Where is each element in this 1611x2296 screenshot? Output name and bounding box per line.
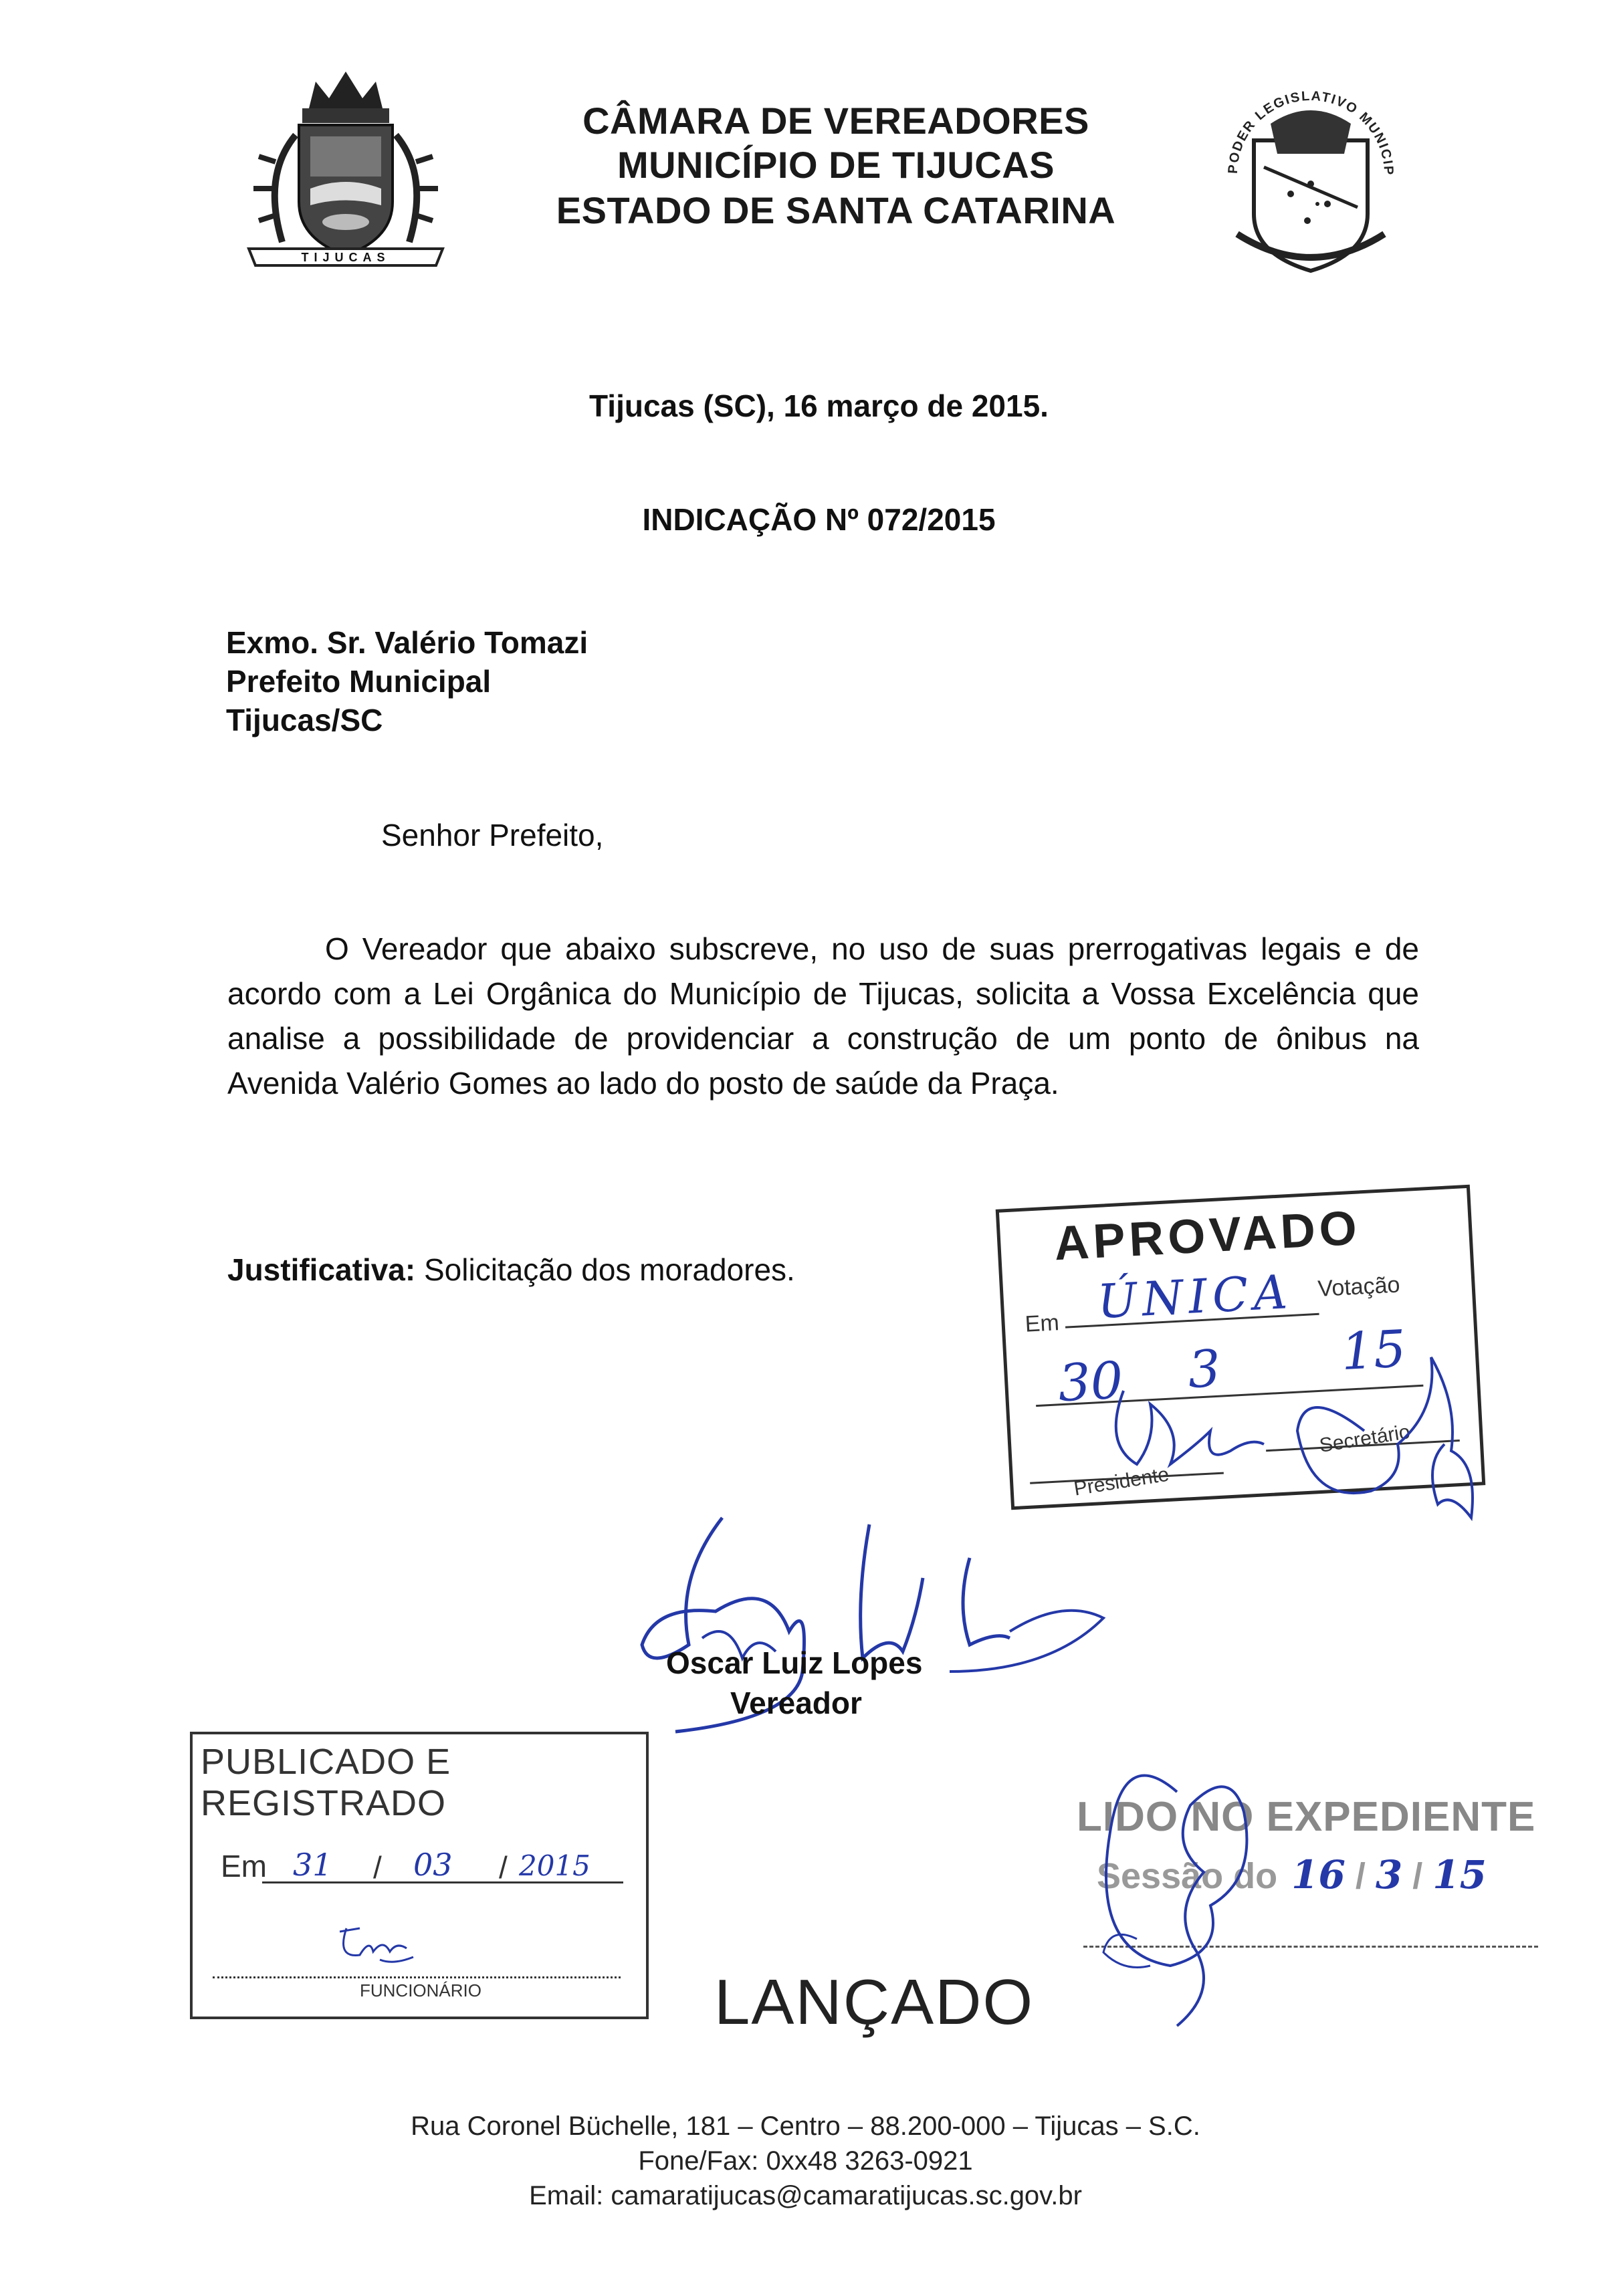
body-paragraph: O Vereador que abaixo subscreve, no uso de suas prerrogativas legais e de acordo com a Lei Orgânica do Município de Tijucas, solicita a Vossa Excelência que analise a possibilidade de providenciar a construção de um ponto de ônibus na Avenida Valério Gomes ao lado do posto de saúde da Praça. xyxy=(227,931,1419,1101)
signatory-role: Vereador xyxy=(730,1686,862,1720)
salutation: Senhor Prefeito, xyxy=(381,818,604,852)
presidente-signature xyxy=(1097,1377,1271,1498)
lido-signature xyxy=(1070,1752,1271,2033)
municipal-coat-of-arms-icon xyxy=(235,62,456,282)
approved-votacao-handwritten: ÚNICA xyxy=(1096,1264,1294,1330)
published-registered-stamp xyxy=(190,1732,649,2019)
approved-em-label: Em xyxy=(1024,1310,1060,1337)
signatory-name: Oscar Luiz Lopes xyxy=(666,1645,923,1680)
published-month: 03 xyxy=(413,1847,453,1883)
funcionario-label: FUNCIONÁRIO xyxy=(360,1980,481,2000)
footer-phone: Fone/Fax: 0xx48 3263-0921 xyxy=(638,2146,973,2176)
lido-day: 16 xyxy=(1291,1852,1346,1898)
vereador-signature xyxy=(635,1498,1117,1738)
header-title-line-1: CÂMARA DE VEREADORES xyxy=(582,100,1089,142)
funcionario-signature xyxy=(333,1918,427,1972)
coat-of-arms-drawing xyxy=(235,62,456,282)
funcionario-dotted-line xyxy=(213,1976,621,1978)
secretario-label: Secretário xyxy=(1317,1420,1412,1457)
presidente-label: Presidente xyxy=(1072,1463,1171,1500)
lido-expediente-stamp-title: LIDO NO EXPEDIENTE xyxy=(1077,1794,1536,1840)
header-title-line-2: MUNICÍPIO DE TIJUCAS xyxy=(617,144,1055,186)
approved-date-year: 15 xyxy=(1339,1318,1408,1382)
seal-arc-text: PODER LEGISLATIVO MUNICIPAL xyxy=(1204,49,1396,176)
published-stamp-title: PUBLICADO E REGISTRADO xyxy=(201,1742,451,1823)
lido-sep-2: / xyxy=(1412,1856,1433,1896)
justificativa-label: Justificativa: xyxy=(227,1252,416,1287)
lido-sep-1: / xyxy=(1355,1856,1376,1896)
recipient-role: Prefeito Municipal xyxy=(226,664,492,699)
recipient-name: Exmo. Sr. Valério Tomazi xyxy=(226,625,588,660)
date-line: Tijucas (SC), 16 março de 2015. xyxy=(589,388,1049,423)
coat-of-arms-ribbon-text: TIJUCAS xyxy=(301,251,391,264)
approved-date-day: 30 xyxy=(1057,1350,1125,1413)
approved-votacao-label: Votação xyxy=(1317,1272,1401,1302)
approved-stamp-title: APROVADO xyxy=(1053,1201,1362,1271)
lido-month: 3 xyxy=(1375,1852,1403,1898)
footer-address: Rua Coronel Büchelle, 181 – Centro – 88.200-000 – Tijucas – S.C. xyxy=(411,2111,1200,2141)
footer-email: Email: camaratijucas@camaratijucas.sc.gov.br xyxy=(529,2181,1082,2210)
justificativa xyxy=(227,1252,795,1288)
header-title-line-3: ESTADO DE SANTA CATARINA xyxy=(556,189,1116,231)
poder-legislativo-seal-icon xyxy=(1204,49,1411,281)
lido-sessao-label: Sessão do xyxy=(1097,1856,1278,1896)
justificativa-text: Solicitação dos moradores. xyxy=(424,1252,795,1287)
lancado-stamp: LANÇADO xyxy=(714,1966,1035,2038)
published-day: 31 xyxy=(293,1847,332,1883)
approved-date-month: 3 xyxy=(1186,1338,1222,1400)
lido-year: 15 xyxy=(1432,1852,1487,1898)
recipient-place: Tijucas/SC xyxy=(226,703,383,737)
secretario-signature xyxy=(1277,1344,1491,1544)
published-em-label: Em xyxy=(221,1849,267,1883)
seal-drawing xyxy=(1204,49,1411,281)
published-date-sep-2: / xyxy=(499,1850,508,1885)
published-date-sep-1: / xyxy=(373,1850,382,1885)
published-year: 2015 xyxy=(519,1849,590,1882)
document-number: INDICAÇÃO Nº 072/2015 xyxy=(642,502,996,537)
